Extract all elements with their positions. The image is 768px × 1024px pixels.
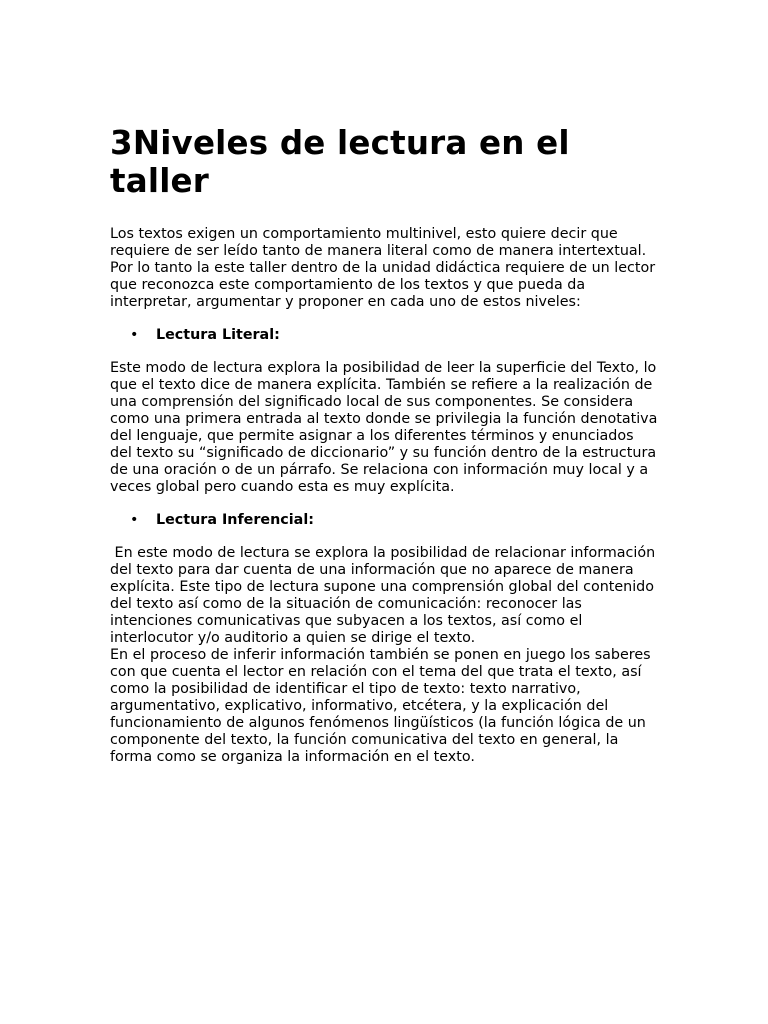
section-body-literal: Este modo de lectura explora la posibilidad de leer la superficie del Texto, lo que el texto dice de manera explícita. También se refiere a la realización de una comprensión del significado local de sus componentes. Se considera como una primera entrada al texto donde se privilegia la función denotativa del lenguaje, que permite asignar a los diferentes términos y enunciados del texto su “significado de diccionario” y su función dentro de la estructura de una oración o de un párrafo. Se relaciona con información muy local y a veces global pero cuando esta es muy explícita. <box>110 360 662 495</box>
section-heading-literal <box>110 327 658 344</box>
section-heading-label: Lectura Literal: <box>156 327 280 343</box>
bullet-icon: • <box>130 327 139 343</box>
bullet-list-literal <box>110 327 658 344</box>
intro-paragraph: Los textos exigen un comportamiento multinivel, esto quiere decir que requiere de ser leído tanto de manera literal como de manera intertextual. Por lo tanto la este taller dentro de la unidad didáctica requiere de un lector que reconozca este comportamiento de los textos y que pueda da interpretar, argumentar y proponer en cada uno de estos niveles: <box>110 226 660 310</box>
section-heading-inferential <box>110 512 658 529</box>
document-title: 3Niveles de lectura en el taller <box>110 124 570 200</box>
bullet-icon: • <box>130 512 139 528</box>
document-page <box>110 124 662 766</box>
bullet-list-inferential <box>110 512 658 529</box>
section-body-inferential: En este modo de lectura se explora la posibilidad de relacionar información del texto para dar cuenta de una información que no aparece de manera explícita. Este tipo de lectura supone una comprensión global del contenido del texto así como de la situación de comunicación: reconocer las intenciones comunicativas que subyacen a los textos, así como el interlocutor y/o auditorio a quien se dirige el texto. En el proceso de inferir información también se ponen en juego los saberes con que cuenta el lector en relación con el tema del que trata el texto, así como la posibilidad de identificar el tipo de texto: texto narrativo, argumentativo, explicativo, informativo, etcétera, y la explicación del funcionamiento de algunos fenómenos lingüísticos (la función lógica de un componente del texto, la función comunicativa del texto en general, la forma como se organiza la información en el texto. <box>110 545 656 765</box>
section-heading-label: Lectura Inferencial: <box>156 512 314 528</box>
